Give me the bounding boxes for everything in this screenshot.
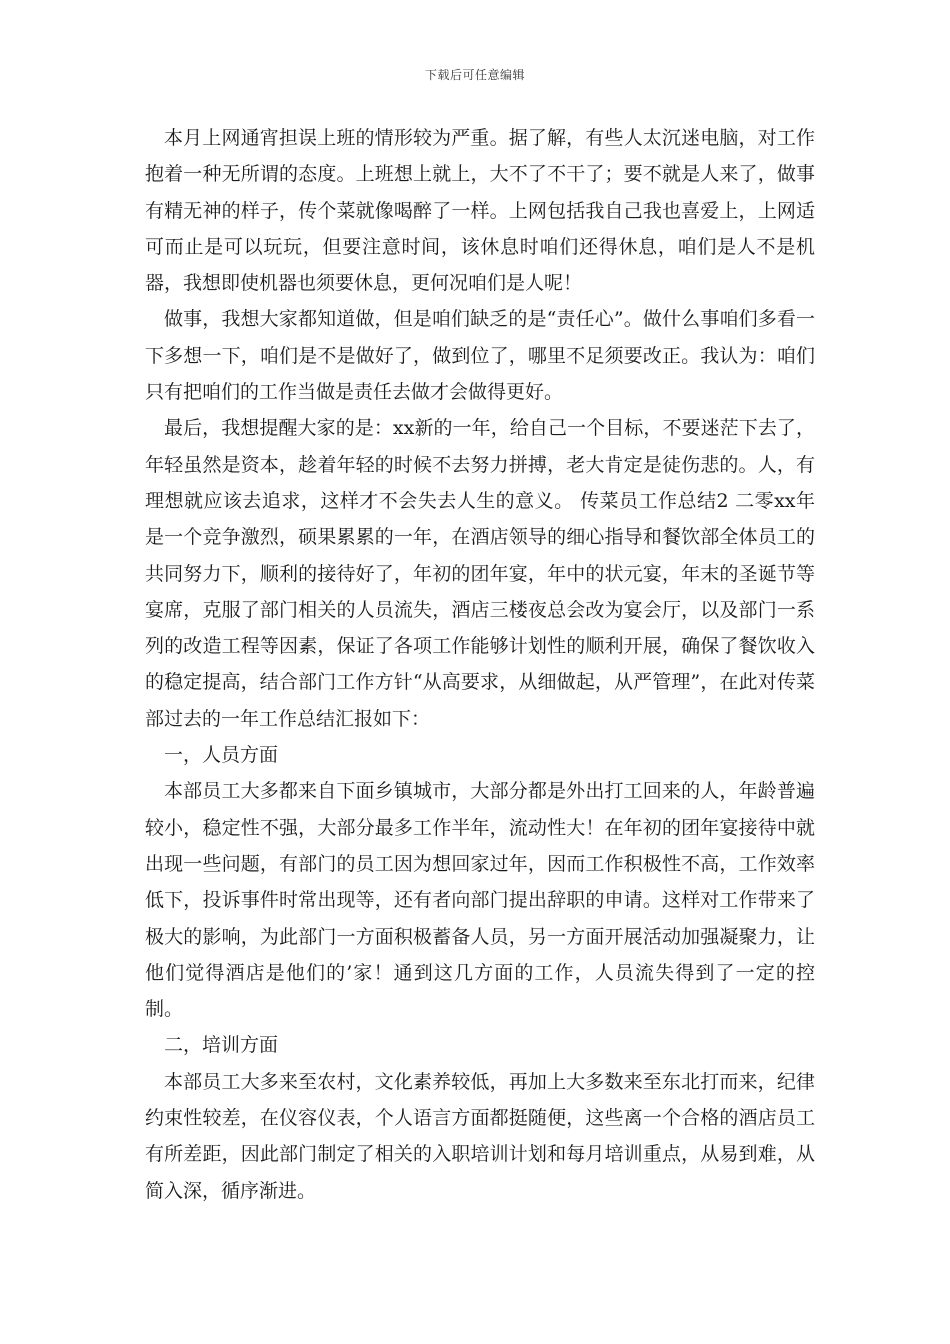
paragraph-internet-usage: 本月上网通宵担误上班的情形较为严重。据了解，有些人太沉迷电脑，对工作抱着一种无所谓的态度。上班想上就上，大不了不干了；要不就是人来了，做事有精无神的样子，传个菜就像喝醉了一样。上网包括我自己我也喜爱上，上网适可而止是可以玩玩，但要注意时间，该休息时咱们还得休息，咱们是人不是机器，我想即使机器也须要休息，更何况咱们是人呢！ [145, 127, 815, 295]
paragraph-responsibility: 做事，我想大家都知道做，但是咱们缺乏的是“责任心”。做什么事咱们多看一下多想一下，咱们是不是做好了，做到位了，哪里不足须要改正。我认为：咱们只有把咱们的工作当做是责任去做才会做得更好。 [145, 308, 815, 404]
page-header: 下载后可任意编辑 [424, 68, 525, 82]
section-heading-personnel: 一，人员方面 [164, 744, 279, 767]
paragraph-personnel: 本部员工大多都来自下面乡镇城市，大部分都是外出打工回来的人，年龄普遍较小，稳定性不强，大部分最多工作半年，流动性大！在年初的团年宴接待中就出现一些问题，有部门的员工因为想回家过年，因而工作积极性不高，工作效率低下，投诉事件时常出现等，还有者向部门提出辞职的申请。这样对工作带来了极大的影响，为此部门一方面积极蓄备人员，另一方面开展活动加强凝聚力，让他们觉得酒店是他们的’家！通到这几方面的工作，人员流失得到了一定的控制。 [145, 780, 815, 1021]
document-body [145, 120, 815, 1209]
paragraph-summary-intro: 最后，我想提醒大家的是：xx新的一年，给自己一个目标，不要迷茫下去了，年轻虽然是资本，趁着年轻的时候不去努力拼搏，老大肯定是徒伤悲的。人，有理想就应该去追求，这样才不会失去人生的意义。 传菜员工作总结2 二零xx年是一个竞争激烈，硕果累累的一年，在酒店领导的细心指导和餐饮部全体员工的共同努力下，顺利的接待好了，年初的团年宴，年中的状元宴，年末的圣诞节等宴席，克服了部门相关的人员流失，酒店三楼夜总会改为宴会厅，以及部门一系列的改造工程等因素，保证了各项工作能够计划性的顺利开展，确保了餐饮收入的稳定提高，结合部门工作方针“从高要求，从细做起，从严管理”，在此对传菜部过去的一年工作总结汇报如下： [145, 417, 815, 730]
paragraph-training: 本部员工大多来至农村，文化素养较低，再加上大多数来至东北打而来，纪律约束性较差，在仪容仪表，个人语言方面都挺随便，这些离一个合格的酒店员工有所差距，因此部门制定了相关的入职培训计划和每月培训重点，从易到难，从简入深，循序渐进。 [145, 1070, 815, 1202]
section-heading-training: 二，培训方面 [164, 1034, 279, 1057]
